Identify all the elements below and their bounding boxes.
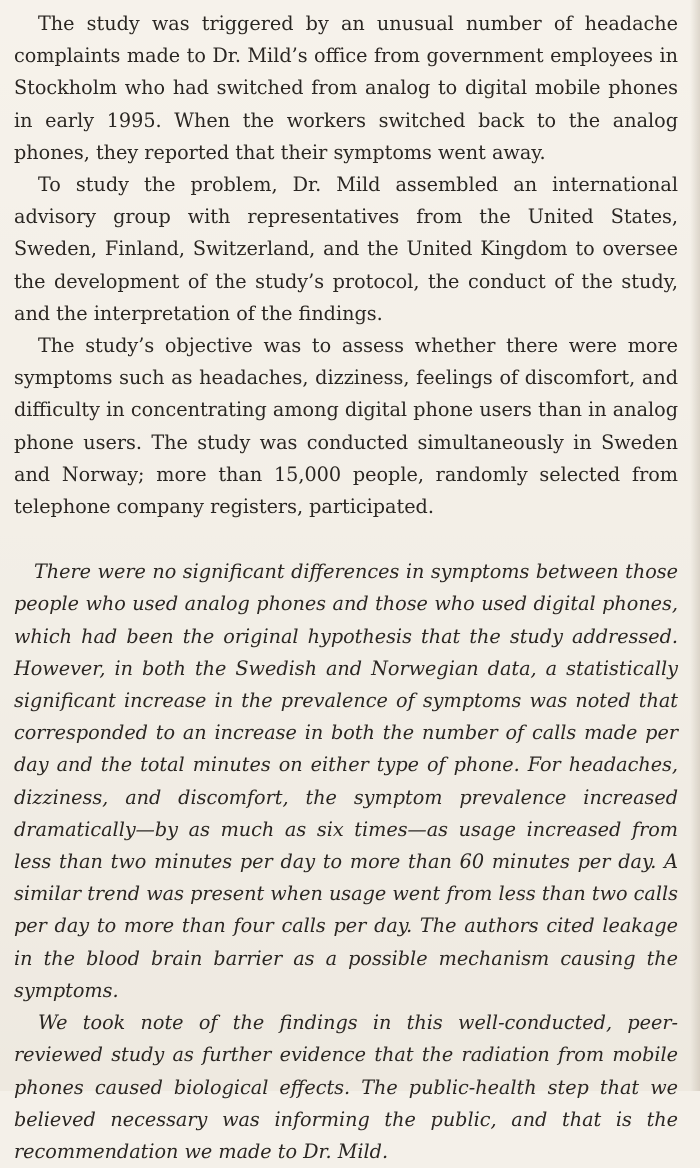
- paragraph-study-objective: The study’s objective was to assess whether there were more symptoms such as headaches, dizziness, feelings of discomfort, and difficulty in concentrating among digital phone users than in analog phone users. The study was conducted simultaneously in Sweden and Norway; more than 15,000 people, randomly selected from telephone company registers, participated.: [14, 334, 678, 519]
- paragraph-advisory-group: To study the problem, Dr. Mild assembled an international advisory group with representatives from the United States, Sweden, Finland, Switzerland, and the United Kingdom to oversee the development of the study’s protocol, the conduct of the study, and the interpretation of the findings.: [14, 173, 678, 325]
- paragraph-findings-quote: There were no significant differences in symptoms between those people who used analog phones and those who used digital phones, which had been the original hypothesis that the study addressed. However, in both the Swedish and Norwegian data, a statistically significant increase in the prevalence of symptoms was noted that corresponded to an increase in both the number of calls made per day and the total minutes on either type of phone. For headaches, dizziness, and discomfort, the symptom prevalence increased dramatically—by as much as six times—as usage increased from less than two minutes per day to more than 60 minutes per day. A similar trend was present when usage went from less than two calls per day to more than four calls per day. The authors cited leakage in the blood brain barrier as a possible mechanism causing the symptoms.: [14, 560, 678, 1002]
- page-edge-shadow: [690, 0, 700, 1091]
- paragraph-study-trigger: The study was triggered by an unusual number of headache complaints made to Dr. Mild’s office from government employees in Stockholm who had switched from analog to digital mobile phones in early 1995. When the workers switched back to the analog phones, they reported that their symptoms went away.: [14, 12, 678, 164]
- section-break: [14, 523, 678, 556]
- paragraph-recommendation-quote: We took note of the findings in this well-conducted, peer-reviewed study as further evidence that the radiation from mobile phones caused biological effects. The public-health step that we believed necessary was informing the public, and that is the recommendation we made to Dr. Mild.: [14, 1011, 678, 1163]
